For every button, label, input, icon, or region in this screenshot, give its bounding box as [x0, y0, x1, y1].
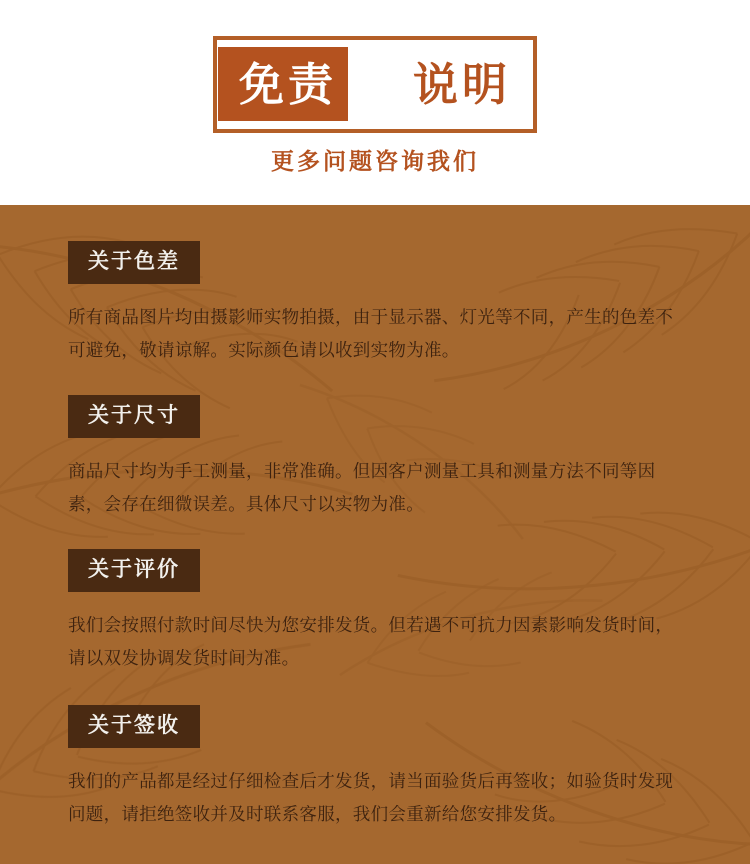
page-subtitle: 更多问题咨询我们	[271, 148, 479, 174]
header-banner	[0, 0, 750, 205]
section-body: 我们的产品都是经过仔细检查后才发货，请当面验货后再签收；如验货时发现问题，请拒绝签收并及时联系客服，我们会重新给您安排发货。	[68, 771, 674, 824]
section-body: 所有商品图片均由摄影师实物拍摄，由于显示器、灯光等不同，产生的色差不可避免，敬请谅解。实际颜色请以收到实物为准。	[68, 307, 674, 360]
section-tag: 关于评价	[68, 549, 200, 592]
page-title	[213, 36, 537, 133]
section-receipt	[68, 705, 682, 831]
section-color-difference	[68, 241, 682, 367]
disclaimer-panel	[0, 205, 750, 864]
section-size	[68, 395, 682, 521]
title-word-right: 说明	[412, 59, 511, 110]
disclaimer-sections	[0, 205, 750, 831]
section-body: 我们会按照付款时间尽快为您安排发货。但若遇不可抗力因素影响发货时间，请以双发协调发货时间为准。	[68, 615, 674, 668]
section-tag: 关于尺寸	[68, 395, 200, 438]
section-body: 商品尺寸均为手工测量，非常准确。但因客户测量工具和测量方法不同等因素，会存在细微误差。具体尺寸以实物为准。	[68, 461, 656, 514]
title-word-left: 免责	[239, 59, 338, 110]
section-tag: 关于签收	[68, 705, 200, 748]
section-review	[68, 549, 682, 675]
section-tag: 关于色差	[68, 241, 200, 284]
